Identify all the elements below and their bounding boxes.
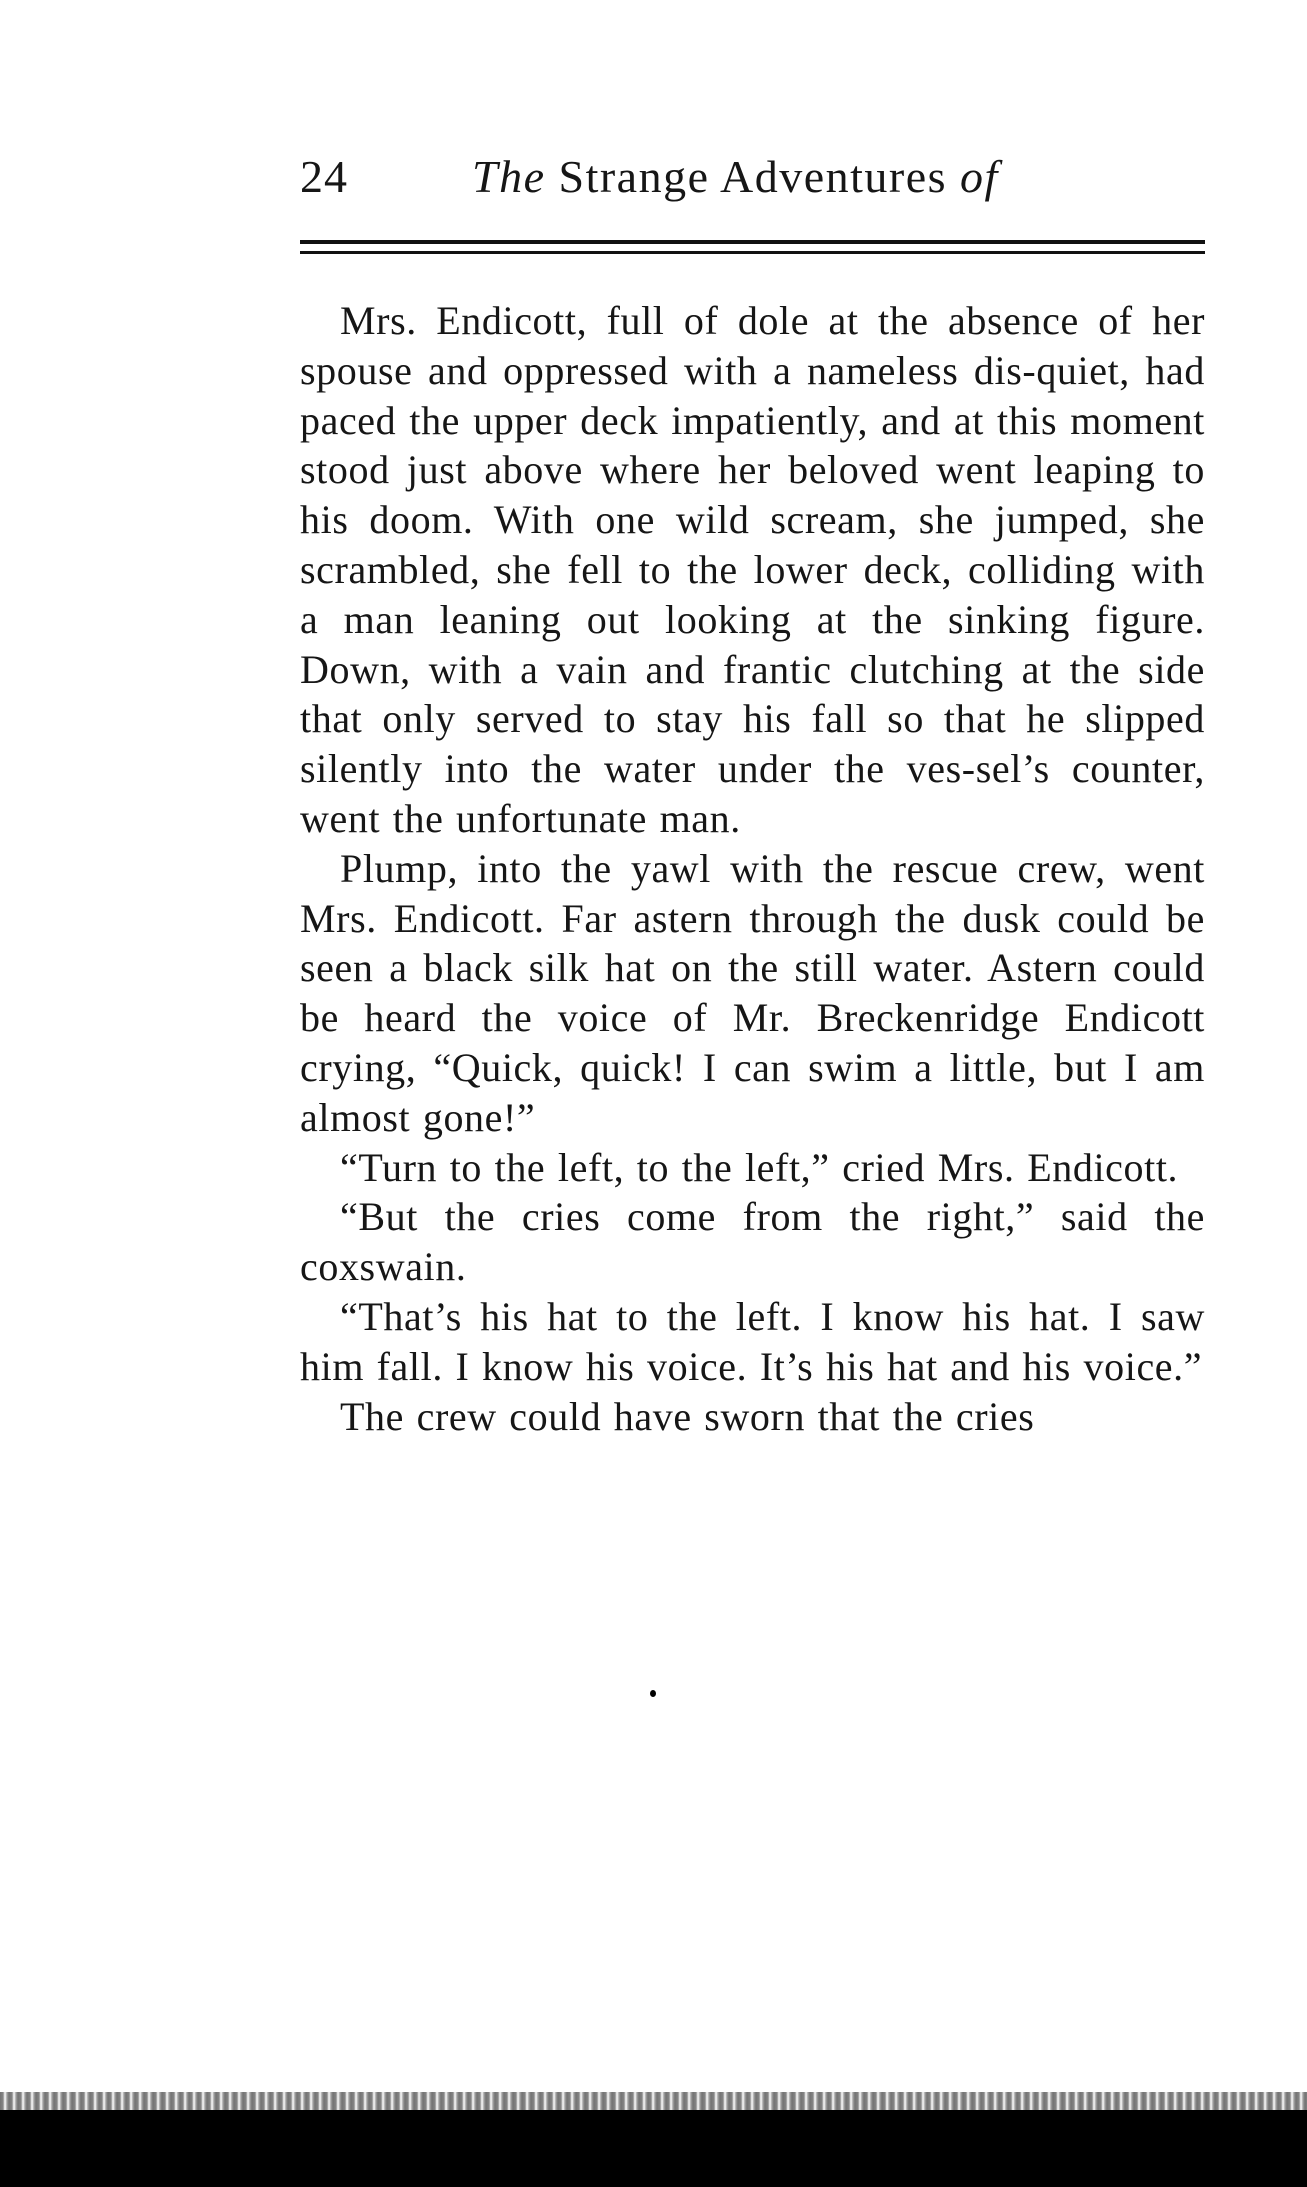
paragraph: “But the cries come from the right,” said the coxswain. — [300, 1194, 1205, 1290]
paragraph: “That’s his hat to the left. I know his hat. I saw him fall. I know his voice. It’s his hat and his voice.” — [300, 1293, 1205, 1389]
header-rule-thin — [300, 251, 1205, 254]
paragraph: “Turn to the left, to the left,” cried Mrs. Endicott. — [340, 1144, 1179, 1190]
running-title — [472, 150, 999, 203]
header-rule-thick — [300, 240, 1205, 244]
running-title-main: Strange Adventures — [545, 151, 961, 202]
running-header — [300, 150, 1205, 210]
ink-speck — [650, 1690, 656, 1697]
running-title-of: of — [960, 151, 999, 202]
scan-border — [0, 2110, 1307, 2187]
running-title-the: The — [472, 151, 546, 202]
page-number: 24 — [300, 151, 348, 202]
paragraph: The crew could have sworn that the cries — [340, 1393, 1035, 1439]
body-text — [300, 296, 1205, 1441]
paragraph: Mrs. Endicott, full of dole at the absence of her spouse and oppressed with a nameless dis-quiet, had paced the upper deck impatiently, and at this moment stood just above where her beloved went leaping to his doom. With one wild scream, she jumped, she scrambled, she fell to the lower deck, colliding with a man leaning out looking at the sinking figure. Down, with a vain and frantic clutching at the side that only served to stay his fall so that he slipped silently into the water under the ves-sel’s counter, went the unfortunate man. — [300, 298, 1205, 841]
paragraph: Plump, into the yawl with the rescue crew, went Mrs. Endicott. Far astern through the dusk could be seen a black silk hat on the still water. Astern could be heard the voice of Mr. Breckenridge Endicott crying, “Quick, quick! I can swim a little, but I am almost gone!” — [300, 845, 1205, 1140]
